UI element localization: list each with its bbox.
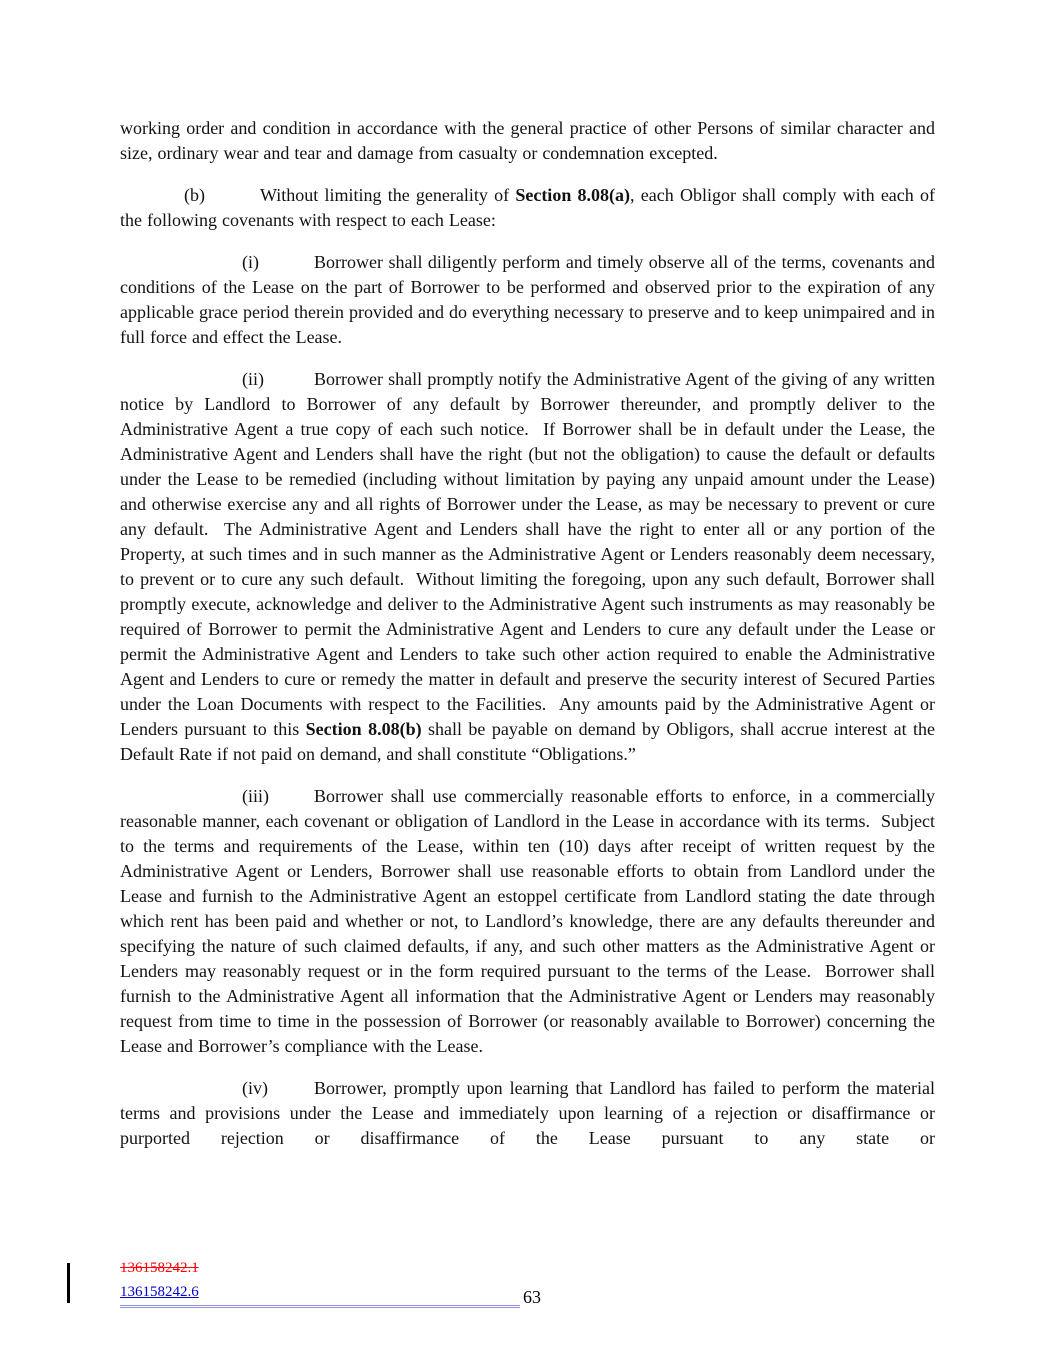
- revision-change-bar: [67, 1263, 70, 1303]
- document-body: [120, 116, 935, 1151]
- paragraph-clause-i: (i) Borrower shall diligently perform and timely observe all of the terms, covenants and conditions of the Lease on the part of Borrower to be performed and observed prior to the expiration of any applicable grace period therein provided and do everything necessary to preserve and to keep unimpaired and in full force and effect the Lease.: [120, 252, 935, 347]
- list-label: (ii): [242, 369, 264, 389]
- page-footer: [120, 1256, 541, 1308]
- paragraph-clause-ii: (ii) Borrower shall promptly notify the Administrative Agent of the giving of any written notice by Landlord to Borrower of any default by Borrower thereunder, and promptly deliver to the Administrative Agent a true copy of each such notice. If Borrower shall be in default under the Lease, the Administrative Agent and Lenders shall have the right (but not the obligation) to cause the default or defaults under the Lease to be remedied (including without limitation by paying any unpaid amount under the Lease) and otherwise exercise any and all rights of Borrower under the Lease, as may be necessary to prevent or cure any default. The Administrative Agent and Lenders shall have the right to enter all or any portion of the Property, at such times and in such manner as the Administrative Agent or Lenders reasonably deem necessary, to prevent or to cure any such default. Without limiting the foregoing, upon any such default, Borrower shall promptly execute, acknowledge and deliver to the Administrative Agent such instruments as may reasonably be required of Borrower to permit the Administrative Agent and Lenders to cure any default under the Lease or permit the Administrative Agent and Lenders to take such other action required to enable the Administrative Agent and Lenders to cure or remedy the matter in default and preserve the security interest of Secured Parties under the Loan Documents with respect to the Facilities. Any amounts paid by the Administrative Agent or Lenders pursuant to this Section 8.08(b) shall be payable on demand by Obligors, shall accrue interest at the Default Rate if not paid on demand, and shall constitute “Obligations.”: [120, 369, 935, 764]
- doc-id-inserted: 136158242.6: [120, 1284, 199, 1300]
- paragraph-clause-b: (b) Without limiting the generality of Section 8.08(a), each Obligor shall comply with each of the following covenants with respect to each Lease:: [120, 185, 935, 230]
- list-label: (b): [184, 185, 205, 205]
- paragraph-continuation: working order and condition in accordance with the general practice of other Persons of similar character and size, ordinary wear and tear and damage from casualty or condemnation excepted.: [120, 118, 935, 163]
- doc-id-deleted: 136158242.1: [120, 1260, 199, 1276]
- paragraph-clause-iii: (iii) Borrower shall use commercially reasonable efforts to enforce, in a commercially reasonable manner, each covenant or obligation of Landlord in the Lease in accordance with its terms. Subject to the terms and requirements of the Lease, within ten (10) days after receipt of written request by the Administrative Agent or Lenders, Borrower shall use reasonable efforts to obtain from Landlord under the Lease and furnish to the Administrative Agent an estoppel certificate from Landlord stating the date through which rent has been paid and whether or not, to Landlord’s knowledge, there are any defaults thereunder and specifying the nature of such claimed defaults, if any, and such other matters as the Administrative Agent or Lenders may reasonably request or in the form required pursuant to the terms of the Lease. Borrower shall furnish to the Administrative Agent all information that the Administrative Agent or Lenders may reasonably request from time to time in the possession of Borrower (or reasonably available to Borrower) concerning the Lease and Borrower’s compliance with the Lease.: [120, 786, 935, 1056]
- page-number: 63: [523, 1287, 541, 1307]
- list-label: (iii): [242, 786, 269, 806]
- footer-rule: [120, 1280, 520, 1308]
- list-label: (iv): [242, 1078, 268, 1098]
- list-label: (i): [242, 252, 259, 272]
- footer-row: [120, 1280, 541, 1308]
- paragraph-clause-iv: (iv) Borrower, promptly upon learning that Landlord has failed to perform the material terms and provisions under the Lease and immediately upon learning of a rejection or disaffirmance or purported rejection or disaffirmance of the Lease pursuant to any state or: [120, 1078, 935, 1148]
